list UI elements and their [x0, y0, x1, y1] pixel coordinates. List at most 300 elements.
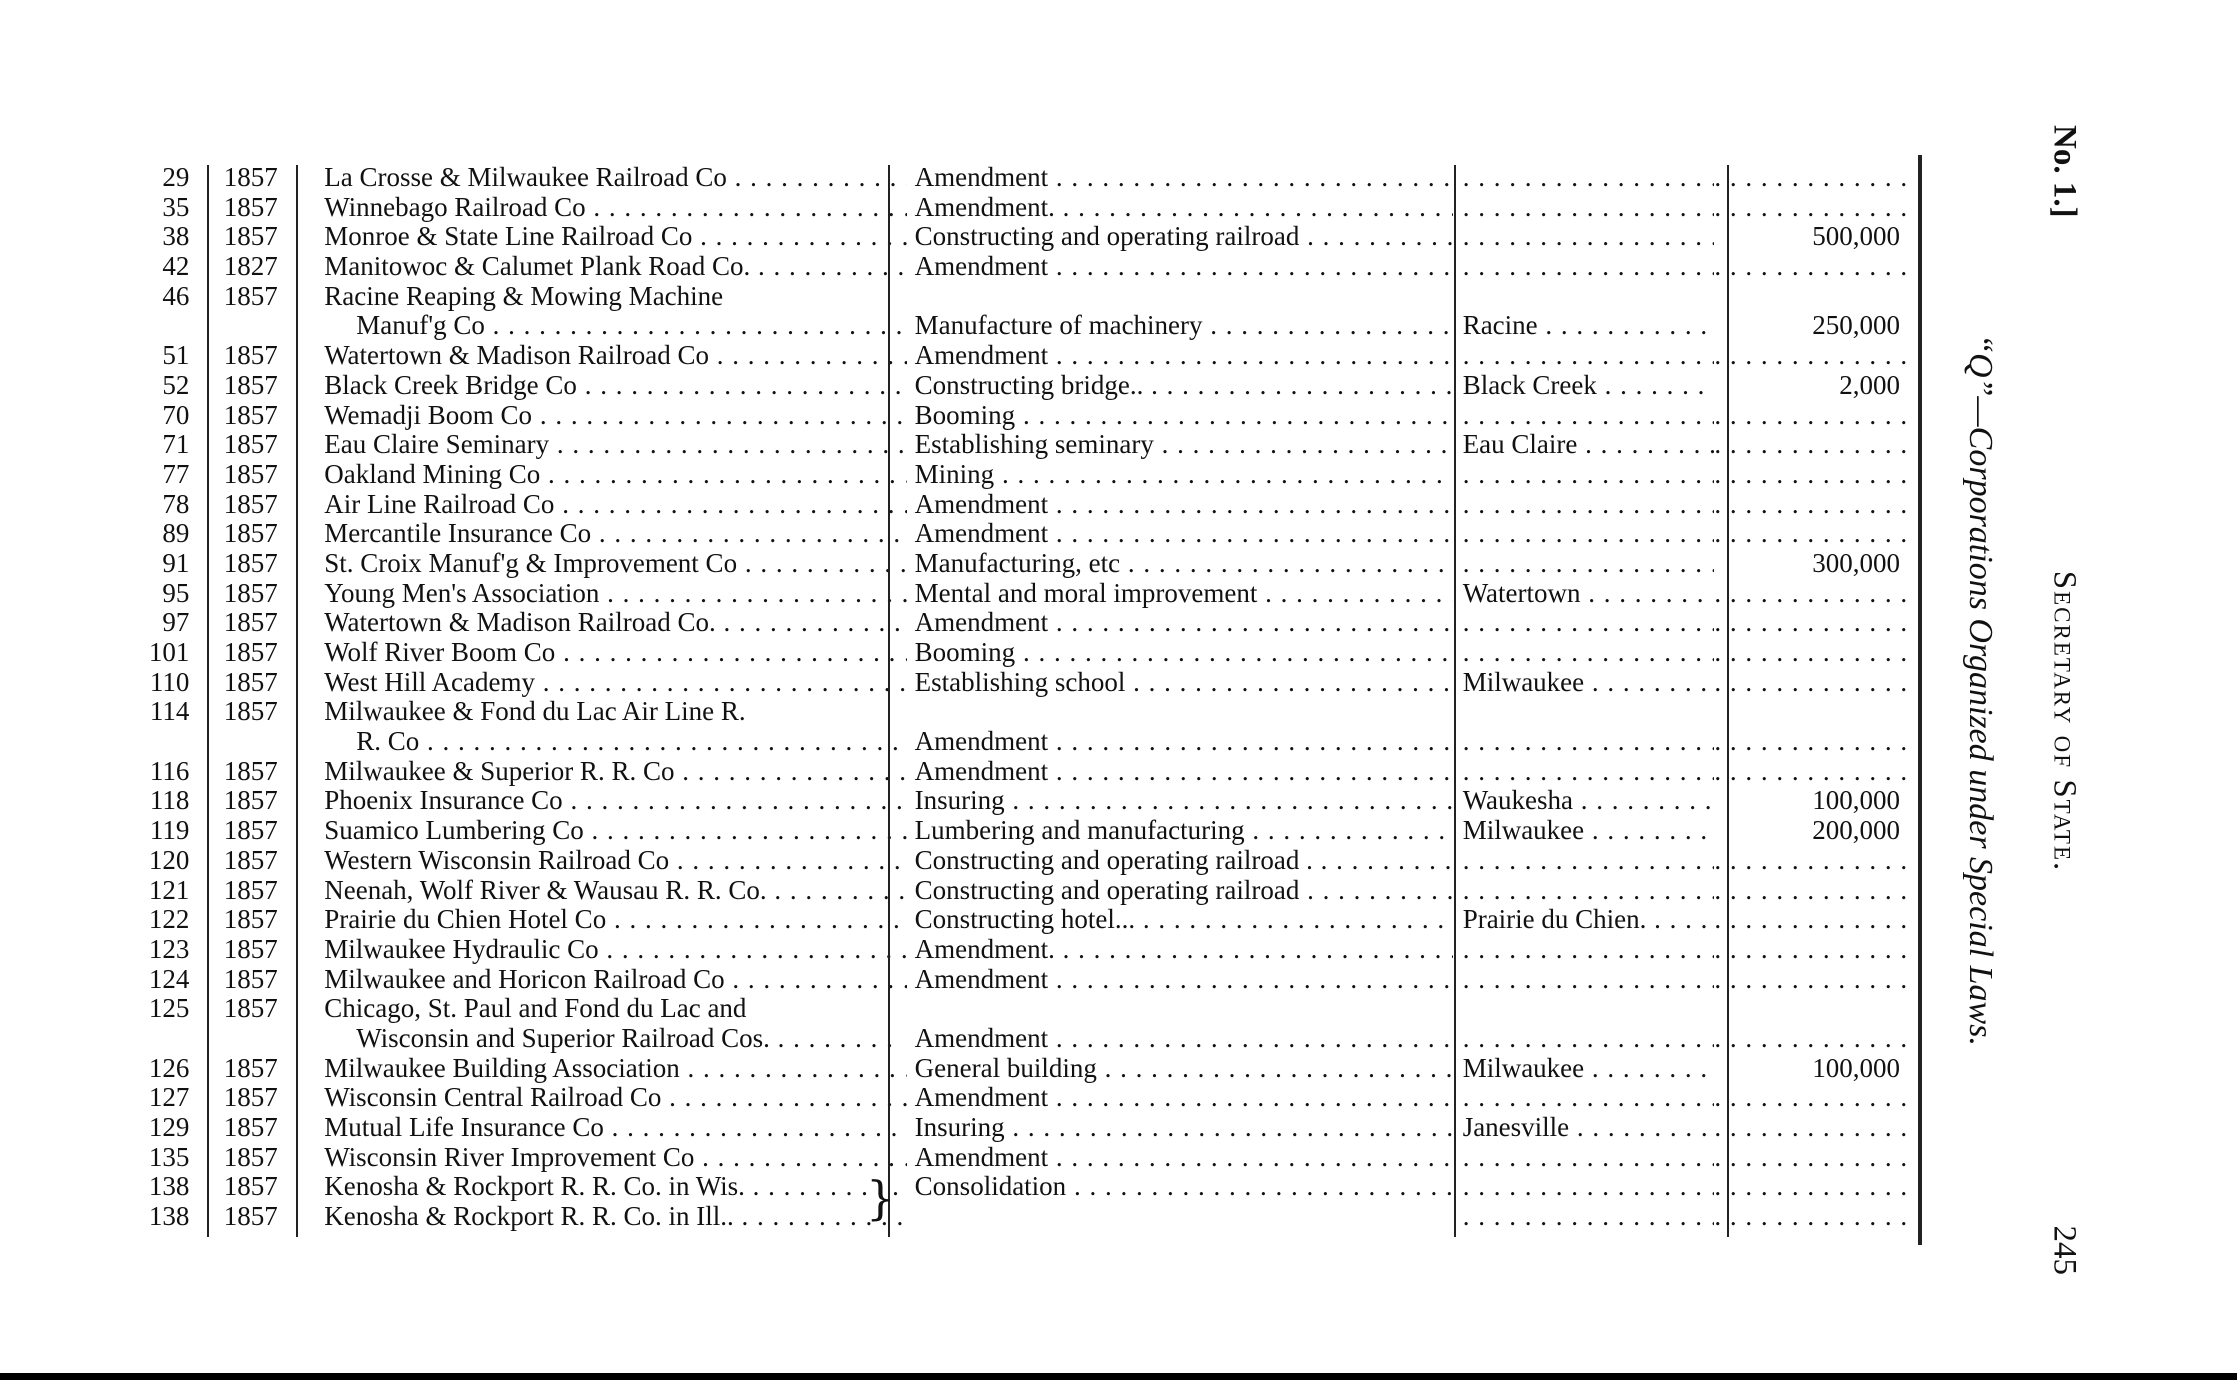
corporation-name-continued: Manuf'g Co . . .: [324, 311, 906, 341]
capital: [1714, 252, 1910, 282]
object-text: Manufacture of machinery . . .: [915, 310, 1453, 340]
corporation-name-text: Milwaukee Hydraulic Co . . .: [324, 935, 906, 964]
object-text: Mental and moral improvement . . .: [915, 579, 1453, 608]
table-row: [140, 1172, 1910, 1202]
chapter-number: [140, 965, 207, 995]
corporation-name: [316, 1054, 906, 1084]
corporation-name-text: Chicago, St. Paul and Fond du Lac and: [324, 994, 747, 1024]
location: [1453, 490, 1715, 520]
location: [1453, 460, 1715, 490]
object-text: Mining . . .: [915, 460, 1453, 489]
location-text: [1463, 757, 1715, 786]
year: [207, 697, 316, 756]
corporation-name: [316, 757, 906, 787]
location-text: [1463, 1172, 1715, 1201]
object-text: Amendment . . .: [915, 726, 1453, 756]
location-text: [1463, 163, 1715, 192]
capital-text: 200,000: [1812, 816, 1901, 846]
corporation-name-text: Young Men's Association . . .: [324, 579, 906, 608]
location: [1453, 1083, 1715, 1113]
table-row: [140, 816, 1910, 846]
chapter-number-text: 119: [149, 816, 190, 846]
chapter-number: [140, 1143, 207, 1173]
location: [1453, 1054, 1715, 1084]
location: [1453, 430, 1715, 460]
chapter-number: [140, 401, 207, 431]
location: [1453, 786, 1715, 816]
capital: [1714, 1172, 1910, 1202]
object: [907, 282, 1453, 341]
year: [207, 460, 316, 490]
object-text: Establishing school . . .: [915, 668, 1453, 697]
corporation-name-text: Milwaukee and Horicon Railroad Co . . .: [324, 965, 906, 994]
object: [907, 876, 1453, 906]
object-text: Insuring . . .: [915, 1113, 1453, 1142]
corporation-name: [316, 341, 906, 371]
year-text: 1857: [223, 400, 278, 430]
table-row: [140, 876, 1910, 906]
location: [1453, 1202, 1715, 1232]
corporation-name: [316, 668, 906, 698]
location: [1453, 549, 1715, 579]
year: [207, 786, 316, 816]
corporation-name-text: Winnebago Railroad Co . . .: [324, 193, 906, 222]
table-row: [140, 401, 1910, 431]
location: [1453, 519, 1715, 549]
capital: [1714, 222, 1910, 252]
corporation-name: [316, 252, 906, 282]
capital: [1714, 430, 1910, 460]
object-text: Constructing bridge.. . . .: [915, 371, 1453, 400]
chapter-number: [140, 876, 207, 906]
object: [907, 490, 1453, 520]
table-row: [140, 668, 1910, 698]
corporation-name-text: Western Wisconsin Railroad Co . . .: [324, 846, 906, 875]
chapter-number: [140, 1172, 207, 1202]
year-text: 1857: [223, 281, 278, 311]
capital: [1714, 757, 1910, 787]
object: [907, 697, 1453, 756]
year: [207, 519, 316, 549]
year-text: 1857: [223, 1083, 278, 1113]
running-head: [2046, 125, 2083, 1275]
chapter-number-text: 121: [148, 875, 190, 905]
corporation-name: [316, 519, 906, 549]
chapter-number-text: 122: [148, 905, 190, 935]
capital: [1714, 401, 1910, 431]
object: [907, 905, 1453, 935]
corporation-name: [316, 816, 906, 846]
chapter-number: [140, 1202, 207, 1232]
location: [1453, 935, 1715, 965]
location: [1453, 1143, 1715, 1173]
corporation-name-text: West Hill Academy . . .: [324, 668, 906, 697]
object: [907, 1143, 1453, 1173]
year: [207, 193, 316, 223]
table-row: [140, 341, 1910, 371]
capital: [1714, 1083, 1910, 1113]
table-row: [140, 757, 1910, 787]
corporation-name-text: Monroe & State Line Railroad Co . . .: [324, 222, 906, 251]
capital: [1714, 668, 1910, 698]
chapter-number: [140, 1054, 207, 1084]
location: [1453, 638, 1715, 668]
capital: [1714, 905, 1910, 935]
capital: [1714, 579, 1910, 609]
year: [207, 282, 316, 341]
year-text: 1857: [223, 638, 278, 668]
object: [907, 341, 1453, 371]
corporation-name: [316, 876, 906, 906]
chapter-number: [140, 460, 207, 490]
year-text: 1857: [223, 845, 278, 875]
object: [907, 846, 1453, 876]
location-text: Racine . . .: [1463, 310, 1715, 340]
object-text: Amendment . . .: [915, 1023, 1453, 1053]
year-text: 1857: [223, 1202, 278, 1232]
chapter-number-text: 116: [149, 756, 190, 786]
chapter-number: [140, 668, 207, 698]
object-text: General building . . .: [915, 1054, 1453, 1083]
location: [1453, 252, 1715, 282]
object-text: Amendment . . .: [915, 757, 1453, 786]
corporation-name: [316, 193, 906, 223]
capital: [1714, 876, 1910, 906]
chapter-number-text: 77: [162, 459, 190, 489]
object-text: Amendment. . . .: [915, 935, 1453, 964]
year-text: 1857: [223, 548, 278, 578]
object-text: Amendment . . .: [915, 341, 1453, 370]
year-text: 1857: [223, 786, 278, 816]
chapter-number-text: 101: [148, 638, 190, 668]
capital: [1714, 786, 1910, 816]
capital: [1714, 519, 1910, 549]
corporation-name-text: Watertown & Madison Railroad Co . . .: [324, 341, 906, 370]
table-row: [140, 994, 1910, 1053]
object-text: Manufacturing, etc . . .: [915, 549, 1453, 578]
page-number: 245: [2046, 1225, 2083, 1275]
location-text: [1463, 876, 1715, 905]
chapter-number: [140, 549, 207, 579]
location: [1453, 401, 1715, 431]
chapter-number-text: 138: [148, 1202, 190, 1232]
corporation-name: [316, 460, 906, 490]
table-row: [140, 430, 1910, 460]
year-text: 1857: [223, 608, 278, 638]
year-text: 1827: [223, 252, 278, 282]
location-text: [1463, 846, 1715, 875]
location-text: [1463, 549, 1715, 578]
location: [1453, 371, 1715, 401]
corporation-name: [316, 1202, 906, 1232]
corporation-name-text: Neenah, Wolf River & Wausau R. R. Co. . . .: [324, 876, 906, 905]
chapter-number-text: 125: [148, 994, 190, 1024]
corporation-name: [316, 549, 906, 579]
capital: [1714, 282, 1910, 341]
location-text: Milwaukee . . .: [1463, 668, 1715, 697]
corporations-table: [140, 163, 1910, 1232]
object: [907, 401, 1453, 431]
object: [907, 965, 1453, 995]
location-text: [1463, 401, 1715, 430]
location-text: Milwaukee . . .: [1463, 1054, 1715, 1083]
object-text: Amendment . . .: [915, 1143, 1453, 1172]
chapter-number: [140, 430, 207, 460]
table-row: [140, 579, 1910, 609]
chapter-number-text: 89: [162, 519, 190, 549]
year-text: 1857: [223, 370, 278, 400]
chapter-number-text: 124: [148, 964, 190, 994]
chapter-number-text: 38: [162, 222, 190, 252]
chapter-number-text: 46: [162, 281, 190, 311]
table-row: [140, 608, 1910, 638]
year-text: 1857: [223, 756, 278, 786]
chapter-number-text: 126: [148, 1053, 190, 1083]
corporation-name-text: La Crosse & Milwaukee Railroad Co . . .: [324, 163, 906, 192]
table-row: [140, 697, 1910, 756]
location-text: [1463, 608, 1715, 637]
year-text: 1857: [223, 222, 278, 252]
year-text: 1857: [223, 459, 278, 489]
table-row: [140, 1113, 1910, 1143]
chapter-number-text: 91: [162, 548, 190, 578]
capital: [1714, 638, 1910, 668]
chapter-number: [140, 371, 207, 401]
corporation-name: [316, 490, 906, 520]
corporation-name: [316, 430, 906, 460]
object-text: Amendment . . .: [915, 490, 1453, 519]
year: [207, 549, 316, 579]
chapter-number: [140, 638, 207, 668]
location: [1453, 816, 1715, 846]
capital: [1714, 163, 1910, 193]
chapter-number: [140, 282, 207, 341]
corporation-name-text: Milwaukee & Fond du Lac Air Line R.: [324, 697, 746, 727]
year-text: 1857: [223, 1172, 278, 1202]
year-text: 1857: [223, 519, 278, 549]
location: [1453, 608, 1715, 638]
corporation-name-text: Prairie du Chien Hotel Co . . .: [324, 905, 906, 934]
year-text: 1857: [223, 1142, 278, 1172]
capital: [1714, 816, 1910, 846]
year: [207, 222, 316, 252]
object: [907, 1083, 1453, 1113]
table-row: [140, 371, 1910, 401]
capital-text: 100,000: [1812, 1053, 1901, 1083]
corporation-name: [316, 638, 906, 668]
chapter-number-text: 52: [162, 370, 190, 400]
location: [1453, 876, 1715, 906]
table-row: [140, 905, 1910, 935]
location: [1453, 193, 1715, 223]
table-row: [140, 193, 1910, 223]
column-rule: [1454, 165, 1456, 1237]
year: [207, 341, 316, 371]
location: [1453, 222, 1715, 252]
corporation-name-text: Watertown & Madison Railroad Co. . . .: [324, 608, 906, 637]
object: [907, 757, 1453, 787]
table-row: [140, 163, 1910, 193]
chapter-number-text: 97: [162, 608, 190, 638]
corporation-name: [316, 846, 906, 876]
capital: [1714, 193, 1910, 223]
object: [907, 1172, 1453, 1202]
location-text: Eau Claire . . .: [1463, 430, 1715, 459]
object: [907, 222, 1453, 252]
capital-text: 100,000: [1812, 786, 1901, 816]
corporation-name: [316, 371, 906, 401]
year-text: 1857: [223, 816, 278, 846]
corporation-name: [316, 905, 906, 935]
chapter-number-text: 78: [162, 489, 190, 519]
location-text: [1463, 460, 1715, 489]
capital: [1714, 935, 1910, 965]
year: [207, 846, 316, 876]
location-text: Prairie du Chien. . . .: [1463, 905, 1715, 934]
table-row: [140, 460, 1910, 490]
location-text: [1463, 519, 1715, 548]
location-text: Janesville . . .: [1463, 1113, 1715, 1142]
year-text: 1857: [223, 489, 278, 519]
table-row: [140, 549, 1910, 579]
year: [207, 638, 316, 668]
corporation-name: [316, 222, 906, 252]
table-border: [1918, 155, 1922, 1245]
corporation-name-text: Kenosha & Rockport R. R. Co. in Ill.. . . .: [324, 1202, 906, 1231]
year-text: 1857: [223, 578, 278, 608]
table-row: [140, 638, 1910, 668]
location-text: Watertown . . .: [1463, 579, 1715, 608]
location: [1453, 1172, 1715, 1202]
year-text: 1857: [223, 875, 278, 905]
year: [207, 252, 316, 282]
location: [1453, 965, 1715, 995]
chapter-number-text: 127: [148, 1083, 190, 1113]
year: [207, 1083, 316, 1113]
object: [907, 163, 1453, 193]
object: [907, 193, 1453, 223]
chapter-number: [140, 816, 207, 846]
corporation-name: [316, 401, 906, 431]
object: [907, 816, 1453, 846]
object: [907, 994, 1453, 1053]
page-edge: [0, 1373, 2237, 1380]
corporation-name: [316, 786, 906, 816]
year: [207, 905, 316, 935]
chapter-number: [140, 846, 207, 876]
corporation-name-text: Manitowoc & Calumet Plank Road Co. . . .: [324, 252, 906, 281]
chapter-number-text: 71: [162, 430, 190, 460]
object: [907, 579, 1453, 609]
location-text: Black Creek . . .: [1463, 371, 1715, 400]
corporation-name: [316, 994, 906, 1053]
location: [1453, 163, 1715, 193]
object: [907, 1113, 1453, 1143]
capital-text: 300,000: [1812, 548, 1901, 578]
capital: [1714, 1113, 1910, 1143]
object-text: Amendment. . . .: [915, 193, 1453, 222]
location-text: [1463, 341, 1715, 370]
capital: [1714, 341, 1910, 371]
object: [907, 519, 1453, 549]
corporation-name-text: Milwaukee & Superior R. R. Co . . .: [324, 757, 906, 786]
chapter-number-text: 110: [149, 667, 190, 697]
year: [207, 1113, 316, 1143]
year-text: 1857: [223, 1113, 278, 1143]
year: [207, 608, 316, 638]
chapter-number: [140, 935, 207, 965]
table-row: [140, 282, 1910, 341]
object-text: Constructing hotel... . . .: [915, 905, 1453, 934]
column-rule: [296, 165, 298, 1237]
capital: [1714, 846, 1910, 876]
year: [207, 1054, 316, 1084]
object-text: Establishing seminary . . .: [915, 430, 1453, 459]
object: [907, 430, 1453, 460]
corporation-name-text: Milwaukee Building Association . . .: [324, 1054, 906, 1083]
location-text: [1463, 1202, 1715, 1231]
location-text: [1463, 1083, 1715, 1112]
capital: [1714, 549, 1910, 579]
capital: [1714, 460, 1910, 490]
year: [207, 965, 316, 995]
year: [207, 1143, 316, 1173]
table-row: [140, 252, 1910, 282]
chapter-number: [140, 519, 207, 549]
corporation-name: [316, 1172, 906, 1202]
chapter-number: [140, 1113, 207, 1143]
object-text: Insuring . . .: [915, 786, 1453, 815]
table-row: [140, 1202, 1910, 1232]
corporation-name-text: St. Croix Manuf'g & Improvement Co . . .: [324, 549, 906, 578]
corporation-name-text: Suamico Lumbering Co . . .: [324, 816, 906, 845]
corporation-name-continued: R. Co . . .: [324, 727, 906, 757]
corporation-name-text: Wolf River Boom Co . . .: [324, 638, 906, 667]
location-text: [1463, 1023, 1715, 1053]
table-row: [140, 965, 1910, 995]
object-text: Constructing and operating railroad . . .: [915, 222, 1453, 251]
location: [1453, 846, 1715, 876]
object-text: Constructing and operating railroad . . .: [915, 876, 1453, 905]
corporation-name-text: Phoenix Insurance Co . . .: [324, 786, 906, 815]
capital-text: 2,000: [1839, 370, 1901, 400]
chapter-number: [140, 697, 207, 756]
corporation-name-text: Mercantile Insurance Co . . .: [324, 519, 906, 548]
year: [207, 1202, 316, 1232]
location: [1453, 668, 1715, 698]
consolidation-brace: }: [866, 1171, 896, 1225]
table-row: [140, 935, 1910, 965]
corporation-name: [316, 163, 906, 193]
corporation-name-text: Eau Claire Seminary . . .: [324, 430, 906, 459]
chapter-number-text: 120: [148, 845, 190, 875]
chapter-number-text: 95: [162, 578, 190, 608]
object: [907, 371, 1453, 401]
year: [207, 816, 316, 846]
capital: [1714, 965, 1910, 995]
location: [1453, 994, 1715, 1053]
chapter-number-text: 118: [149, 786, 190, 816]
year: [207, 994, 316, 1053]
year-text: 1857: [223, 192, 278, 222]
corporation-name-text: Oakland Mining Co . . .: [324, 460, 906, 489]
corporation-name-text: Wemadji Boom Co . . .: [324, 401, 906, 430]
capital-text: 500,000: [1812, 222, 1901, 252]
corporation-name: [316, 1083, 906, 1113]
chapter-number: [140, 163, 207, 193]
chapter-number-text: 129: [148, 1113, 190, 1143]
column-rule: [888, 165, 890, 1237]
